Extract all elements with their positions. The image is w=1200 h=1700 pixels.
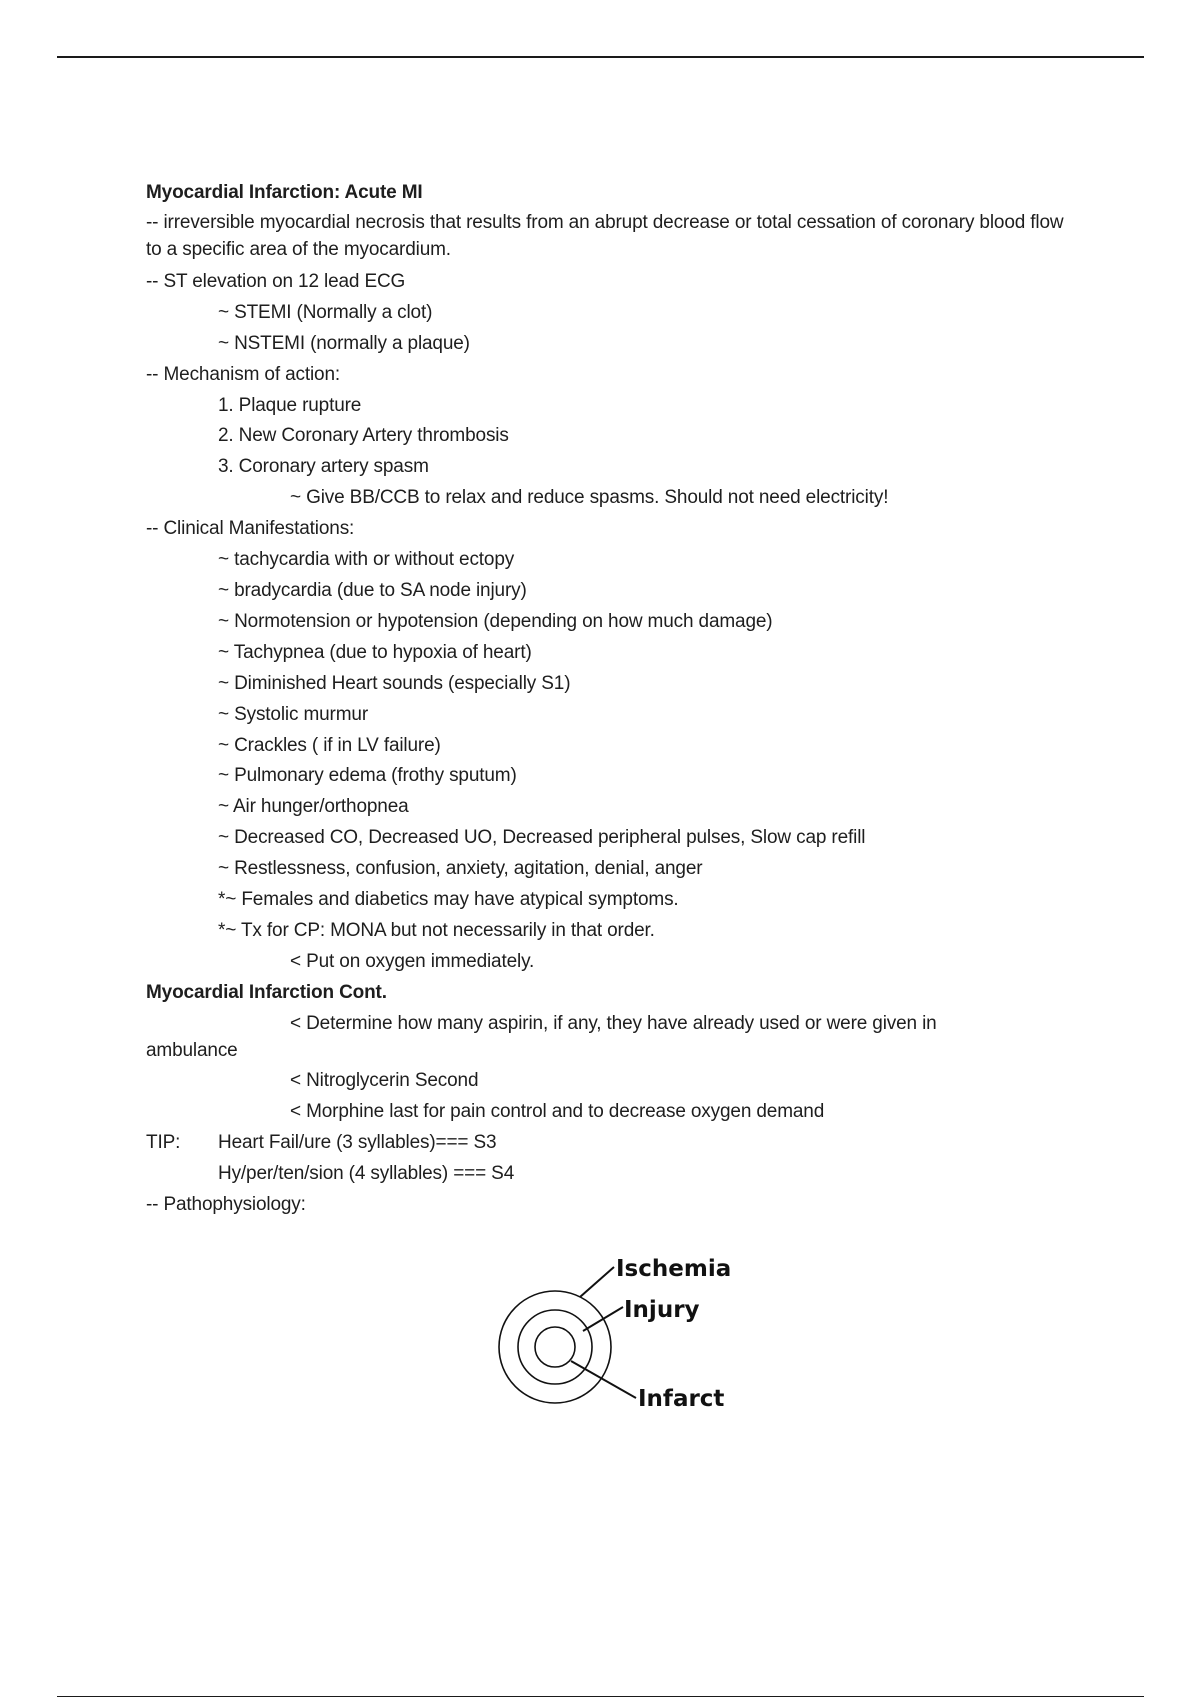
- oxygen-line: < Put on oxygen immediately.: [290, 950, 535, 972]
- tip-s3-line: [146, 1128, 1070, 1159]
- infarct-zone-circle: [535, 1327, 575, 1367]
- clinical-item: ~ bradycardia (due to SA node injury): [218, 579, 527, 601]
- nitro-line: < Nitroglycerin Second: [290, 1070, 479, 1092]
- pathophysiology-header: -- Pathophysiology:: [146, 1194, 306, 1216]
- tip-s3: Heart Fail/ure (3 syllables)=== S3: [218, 1132, 497, 1154]
- clinical-item: ~ Pulmonary edema (frothy sputum): [218, 765, 517, 787]
- injury-zone-circle: [518, 1310, 592, 1384]
- ischemia-zone-circle: [499, 1291, 611, 1403]
- clinical-item: ~ Tachypnea (due to hypoxia of heart): [218, 641, 532, 663]
- ischemia-injury-infarct-diagram: [490, 1245, 770, 1420]
- clinical-item: ~ Diminished Heart sounds (especially S1): [218, 672, 571, 694]
- clinical-item: ~ tachycardia with or without ectopy: [218, 549, 515, 571]
- ischemia-pointer: [580, 1267, 614, 1297]
- clinical-item: *~ Tx for CP: MONA but not necessarily in that order.: [218, 919, 655, 941]
- infarct-label: Infarct: [638, 1386, 725, 1412]
- nstemi-line: ~ NSTEMI (normally a plaque): [218, 332, 470, 354]
- mechanism-item: 3. Coronary artery spasm: [218, 456, 429, 478]
- clinical-item: ~ Decreased CO, Decreased UO, Decreased peripheral pulses, Slow cap refill: [218, 827, 866, 849]
- injury-pointer: [583, 1307, 623, 1331]
- clinical-item: ~ Systolic murmur: [218, 703, 369, 725]
- injury-label: Injury: [624, 1297, 700, 1323]
- mechanism-item: 1. Plaque rupture: [218, 394, 362, 416]
- mi-definition: -- irreversible myocardial necrosis that results from an abrupt decrease or total cessation of coronary blood flow to a specific area of the myocardium.: [146, 211, 1064, 260]
- section-title-acute-mi: Myocardial Infarction: Acute MI: [146, 182, 423, 203]
- st-elevation-line: -- ST elevation on 12 lead ECG: [146, 270, 406, 292]
- aspirin-line-continued: ambulance: [146, 1039, 238, 1061]
- spasm-note: ~ Give BB/CCB to relax and reduce spasms. Should not need electricity!: [290, 487, 889, 509]
- clinical-item: ~ Air hunger/orthopnea: [218, 796, 409, 818]
- infarct-pointer: [571, 1361, 636, 1398]
- document-body: [146, 178, 1070, 1221]
- clinical-item: ~ Crackles ( if in LV failure): [218, 734, 441, 756]
- section-title-mi-cont: Myocardial Infarction Cont.: [146, 981, 387, 1003]
- ischemia-label: Ischemia: [616, 1256, 732, 1282]
- clinical-item: ~ Normotension or hypotension (depending on how much damage): [218, 610, 773, 632]
- clinical-item: ~ Restlessness, confusion, anxiety, agitation, denial, anger: [218, 858, 703, 880]
- header-rule: [57, 56, 1144, 58]
- tip-label: TIP:: [146, 1132, 181, 1154]
- clinical-header: -- Clinical Manifestations:: [146, 518, 355, 540]
- footer-rule: [57, 1696, 1144, 1697]
- mechanism-header: -- Mechanism of action:: [146, 363, 341, 385]
- clinical-item: *~ Females and diabetics may have atypical symptoms.: [218, 889, 679, 911]
- mechanism-item: 2. New Coronary Artery thrombosis: [218, 425, 509, 447]
- morphine-line: < Morphine last for pain control and to decrease oxygen demand: [290, 1101, 825, 1123]
- stemi-line: ~ STEMI (Normally a clot): [218, 301, 433, 323]
- aspirin-line: < Determine how many aspirin, if any, they have already used or were given in: [290, 1012, 937, 1034]
- tip-s4: Hy/per/ten/sion (4 syllables) === S4: [218, 1163, 515, 1185]
